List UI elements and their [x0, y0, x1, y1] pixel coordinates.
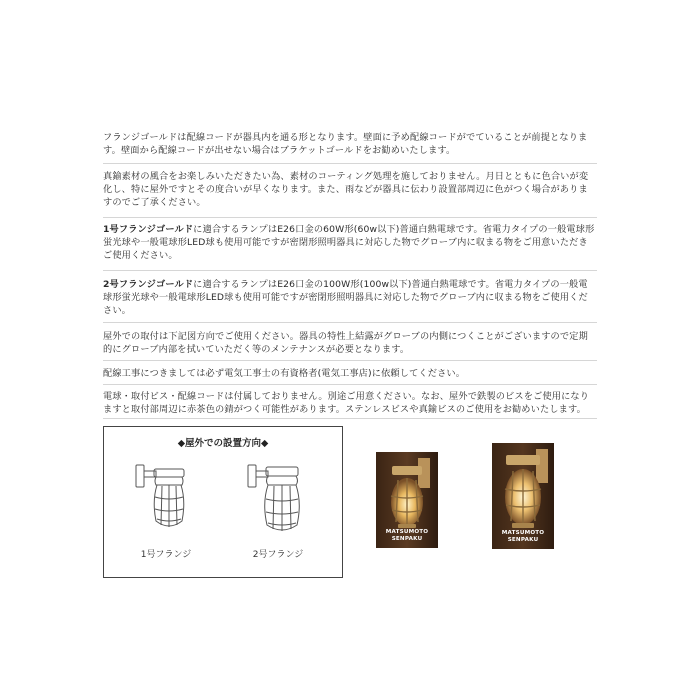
divider	[103, 270, 597, 271]
paragraph-brass-material: 真鍮素材の風合をお楽しみいただきたい為、素材のコーティング処理を施しておりません。月日とともに色合いが変化し、特に屋外ですとその度合いが早くなります。また、雨などが器具に伝わり設置部周辺に色がつく場合がありますのでご了承ください。	[103, 171, 589, 208]
paragraph-not-included: 電球・取付ビス・配線コードは付属しておりません。別途ご用意ください。なお、屋外で鉄製のビスをご使用になりますと取付部周辺に赤茶色の錆がつく可能性があります。ステンレスビスや真鍮ビスのご使用をお勧めいたします。	[103, 391, 590, 415]
diagram-title: ◆屋外での設置方向◆	[177, 438, 269, 449]
divider	[103, 418, 597, 419]
divider	[103, 360, 597, 361]
divider	[103, 384, 597, 385]
paragraph-electrician: 配線工事につきましては必ず電気工事士の有資格者(電気工事店)に依頼してください。	[103, 368, 466, 379]
photo-caption: MATSUMOTO SENPAKU	[501, 530, 545, 543]
paragraph-outdoor-install: 屋外での取付は下記図方向でご使用ください。器具の特性上結露がグローブの内側につくことがございますので定期的にグローブ内部を拭いていただく等のメンテナンスが必要となります。	[103, 331, 588, 355]
divider	[103, 322, 597, 323]
fixture-1-label: 1号フランジ	[140, 550, 192, 560]
wall-lamp-outline-icon	[126, 459, 206, 539]
installation-direction-diagram	[103, 426, 343, 578]
divider	[103, 163, 597, 164]
paragraph-flange-wiring: フランジゴールドは配線コードが器具内を通る形となります。壁面に予め配線コードがでていることが前提となります。壁面から配線コードが出せない場合はブラケットゴールドをお勧めいたします。	[103, 132, 588, 156]
photo-caption: MATSUMOTO SENPAKU	[385, 529, 429, 542]
brass-wall-lamp-photo-2	[492, 443, 554, 549]
brass-wall-lamp-photo-1	[376, 452, 438, 548]
fixture-2-label: 2号フランジ	[252, 550, 304, 560]
paragraph-flange-1-lamp: 1号フランジゴールドに適合するランプはE26口金の60W形(60w以下)普通白熱電球です。省電力タイプの一般電球形蛍光球や一般電球形LED球も使用可能ですが密閉形照明器具に対応した物でグローブ内に収まる物をご用意いただきご使用ください。	[103, 224, 595, 261]
paragraph-flange-2-lamp: 2号フランジゴールドに適合するランプはE26口金の100W形(100w以下)普通白熱電球です。省電力タイプの一般電球形蛍光球や一般電球形LED球も使用可能ですが密閉形照明器具に対応した物でグローブ内に収まる物をご使用ください。	[103, 279, 588, 316]
divider	[103, 217, 597, 218]
wall-lamp-outline-icon	[238, 459, 318, 539]
